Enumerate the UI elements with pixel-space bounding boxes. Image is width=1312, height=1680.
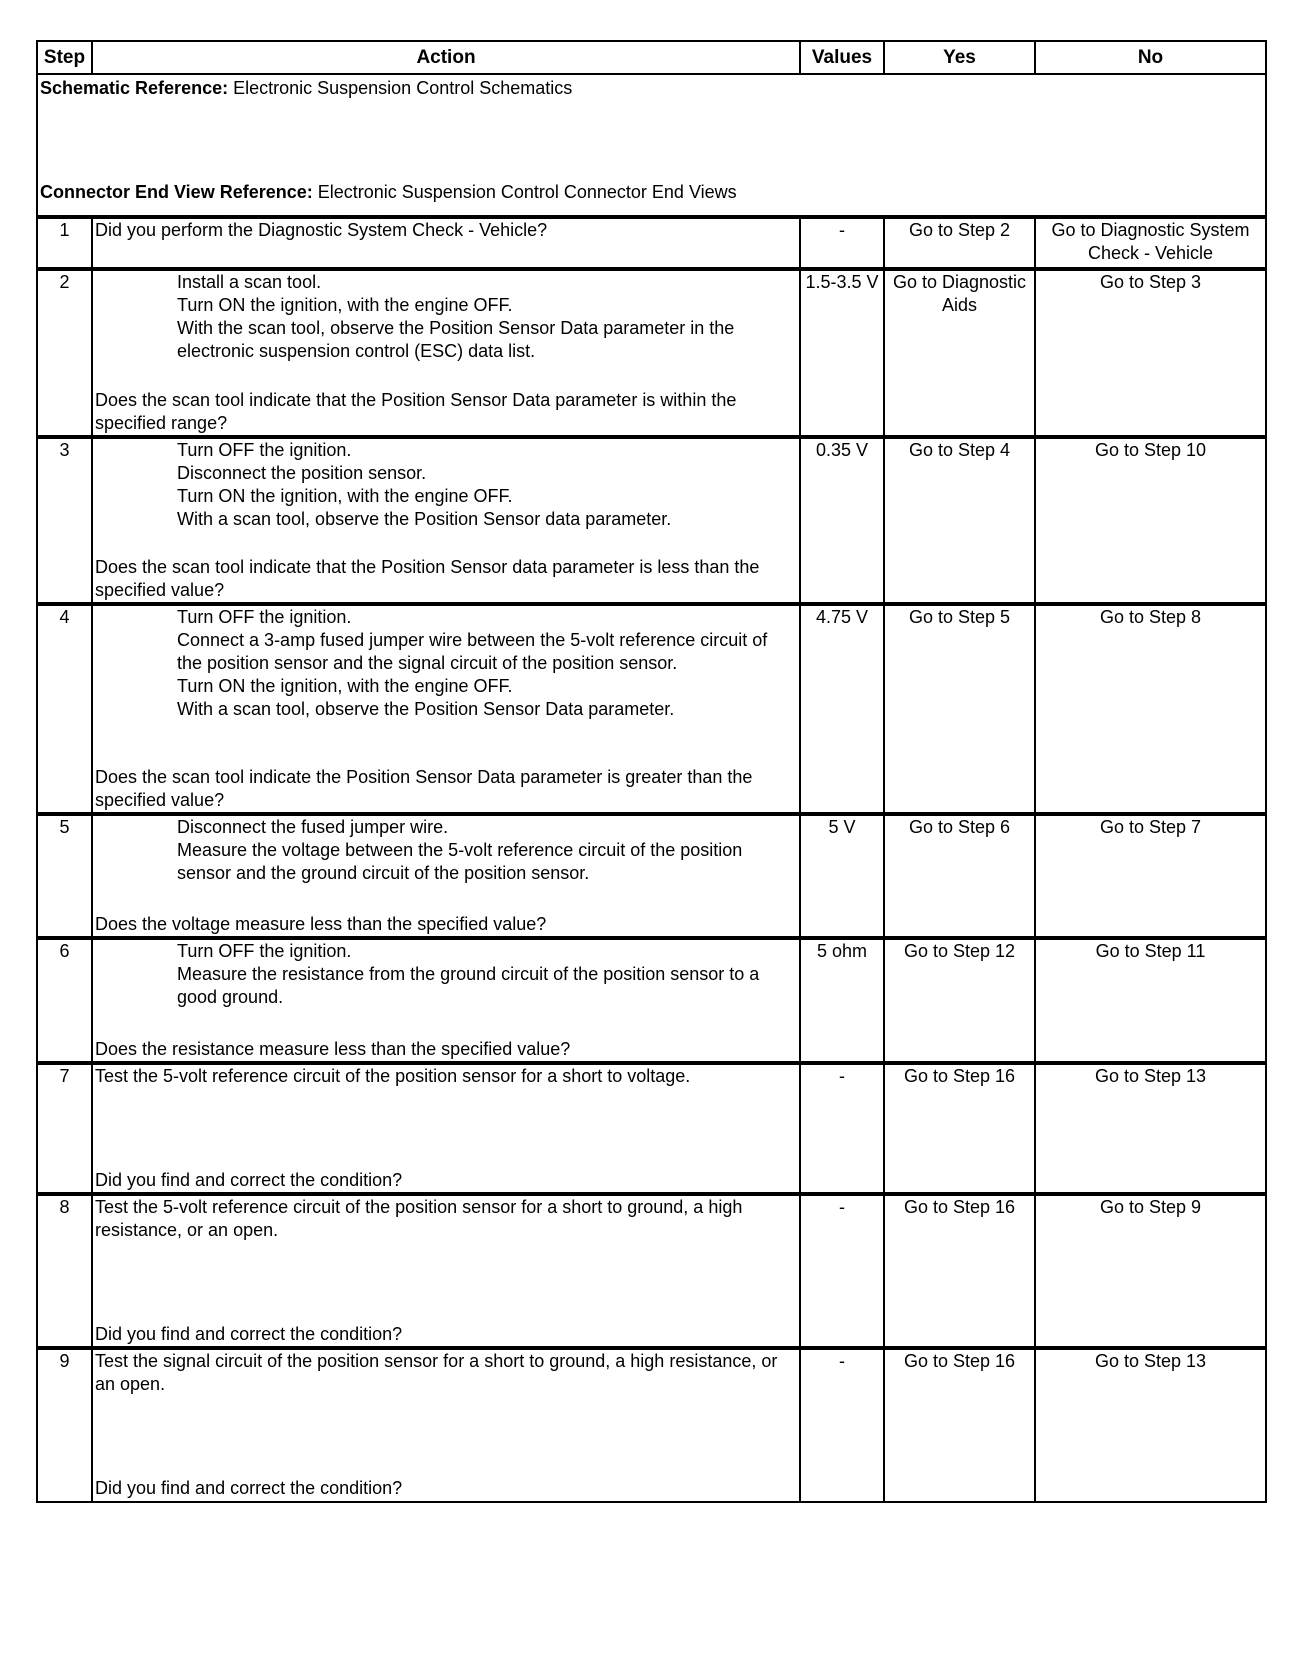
step-number: 8: [37, 1194, 92, 1348]
table-row: [37, 1063, 1266, 1194]
reference-row: [37, 74, 1266, 217]
header-step: Step: [37, 41, 92, 74]
substep-item: Disconnect the fused jumper wire.: [177, 817, 449, 837]
value-cell: -: [800, 217, 884, 269]
substep-item: With the scan tool, observe the Position Sensor Data parameter in the electronic suspension control (ESC) data list.: [177, 318, 740, 361]
header-no: No: [1035, 41, 1266, 74]
action-question: Did you find and correct the condition?: [95, 1478, 403, 1498]
no-cell: Go to Step 9: [1035, 1194, 1266, 1348]
action-cell: [92, 217, 800, 269]
substep-list: [95, 439, 797, 531]
action-question: Does the scan tool indicate the Position Sensor Data parameter is greater than the specified value?: [95, 767, 753, 810]
yes-cell: Go to Step 6: [884, 814, 1035, 938]
substep-item: Turn OFF the ignition.: [177, 941, 352, 961]
action-question: Did you find and correct the condition?: [95, 1170, 403, 1190]
action-instruction: Test the 5-volt reference circuit of the position sensor for a short to voltage.: [95, 1066, 691, 1086]
header-values: Values: [800, 41, 884, 74]
yes-cell: Go to Step 4: [884, 437, 1035, 604]
yes-cell: Go to Step 16: [884, 1348, 1035, 1502]
action-cell: [92, 1194, 800, 1348]
table-row: [37, 437, 1266, 604]
action-question: Does the scan tool indicate that the Position Sensor Data parameter is within the specified range?: [95, 390, 737, 433]
substep-list: [95, 940, 797, 1009]
substep-item: Turn ON the ignition, with the engine OFF.: [177, 295, 513, 315]
schematic-reference: [40, 77, 572, 100]
diagnostic-table: [36, 40, 1267, 1503]
action-instruction: Test the 5-volt reference circuit of the position sensor for a short to ground, a high resistance, or an open.: [95, 1197, 743, 1240]
action-cell: [92, 269, 800, 437]
substep-item: Turn ON the ignition, with the engine OFF.: [177, 486, 513, 506]
action-question: Did you find and correct the condition?: [95, 1324, 403, 1344]
step-number: 4: [37, 604, 92, 814]
action-question: Does the scan tool indicate that the Position Sensor data parameter is less than the specified value?: [95, 557, 760, 600]
substep-item: Connect a 3-amp fused jumper wire between the 5-volt reference circuit of the position sensor and the signal circuit of the position sensor.: [177, 630, 773, 673]
table-row: [37, 1348, 1266, 1502]
table-row: [37, 814, 1266, 938]
value-cell: 0.35 V: [800, 437, 884, 604]
yes-cell: Go to Step 16: [884, 1194, 1035, 1348]
no-cell: Go to Step 10: [1035, 437, 1266, 604]
yes-cell: Go to Step 5: [884, 604, 1035, 814]
substep-item: Turn ON the ignition, with the engine OFF.: [177, 676, 513, 696]
yes-cell: Go to Step 16: [884, 1063, 1035, 1194]
substep-item: Disconnect the position sensor.: [177, 463, 427, 483]
no-cell: Go to Step 3: [1035, 269, 1266, 437]
no-cell: Go to Step 13: [1035, 1063, 1266, 1194]
step-number: 9: [37, 1348, 92, 1502]
action-cell: [92, 437, 800, 604]
substep-item: With a scan tool, observe the Position Sensor data parameter.: [177, 509, 672, 529]
schematic-reference-value: Electronic Suspension Control Schematics: [228, 78, 573, 98]
step-number: 3: [37, 437, 92, 604]
connector-reference-label: Connector End View Reference:: [40, 182, 313, 202]
substep-item: With a scan tool, observe the Position Sensor Data parameter.: [177, 699, 675, 719]
no-cell: Go to Step 13: [1035, 1348, 1266, 1502]
value-cell: 4.75 V: [800, 604, 884, 814]
step-number: 7: [37, 1063, 92, 1194]
action-question: Did you perform the Diagnostic System Check - Vehicle?: [95, 220, 548, 240]
table-row: [37, 269, 1266, 437]
step-number: 1: [37, 217, 92, 269]
value-cell: 1.5-3.5 V: [800, 269, 884, 437]
value-cell: -: [800, 1194, 884, 1348]
step-number: 2: [37, 269, 92, 437]
action-question: Does the voltage measure less than the specified value?: [95, 914, 547, 934]
connector-reference: [40, 181, 737, 204]
step-number: 6: [37, 938, 92, 1063]
substep-list: [95, 816, 797, 885]
header-action: Action: [92, 41, 800, 74]
action-cell: [92, 604, 800, 814]
substep-item: Turn OFF the ignition.: [177, 440, 352, 460]
action-question: Does the resistance measure less than the specified value?: [95, 1039, 571, 1059]
action-instruction: Test the signal circuit of the position sensor for a short to ground, a high resistance, or an open.: [95, 1351, 778, 1394]
yes-cell: Go to Step 12: [884, 938, 1035, 1063]
substep-item: Turn OFF the ignition.: [177, 607, 352, 627]
substep-item: Measure the voltage between the 5-volt reference circuit of the position sensor and the ground circuit of the position sensor.: [177, 840, 748, 883]
table-row: [37, 1194, 1266, 1348]
no-cell: Go to Diagnostic System Check - Vehicle: [1035, 217, 1266, 269]
schematic-reference-label: Schematic Reference:: [40, 78, 229, 98]
action-cell: [92, 1063, 800, 1194]
action-cell: [92, 938, 800, 1063]
connector-reference-value: Electronic Suspension Control Connector End Views: [312, 182, 737, 202]
yes-cell: Go to Diagnostic Aids: [884, 269, 1035, 437]
no-cell: Go to Step 11: [1035, 938, 1266, 1063]
action-cell: [92, 1348, 800, 1502]
table-row: [37, 938, 1266, 1063]
no-cell: Go to Step 8: [1035, 604, 1266, 814]
header-row: [37, 41, 1266, 74]
yes-cell: Go to Step 2: [884, 217, 1035, 269]
reference-cell: [37, 74, 1266, 217]
action-cell: [92, 814, 800, 938]
value-cell: 5 ohm: [800, 938, 884, 1063]
substep-item: Measure the resistance from the ground circuit of the position sensor to a good ground.: [177, 964, 765, 1007]
substep-item: Install a scan tool.: [177, 272, 322, 292]
no-cell: Go to Step 7: [1035, 814, 1266, 938]
substep-list: [95, 606, 797, 721]
value-cell: 5 V: [800, 814, 884, 938]
step-number: 5: [37, 814, 92, 938]
header-yes: Yes: [884, 41, 1035, 74]
table-row: [37, 217, 1266, 269]
table-row: [37, 604, 1266, 814]
value-cell: -: [800, 1063, 884, 1194]
value-cell: -: [800, 1348, 884, 1502]
substep-list: [95, 271, 797, 363]
